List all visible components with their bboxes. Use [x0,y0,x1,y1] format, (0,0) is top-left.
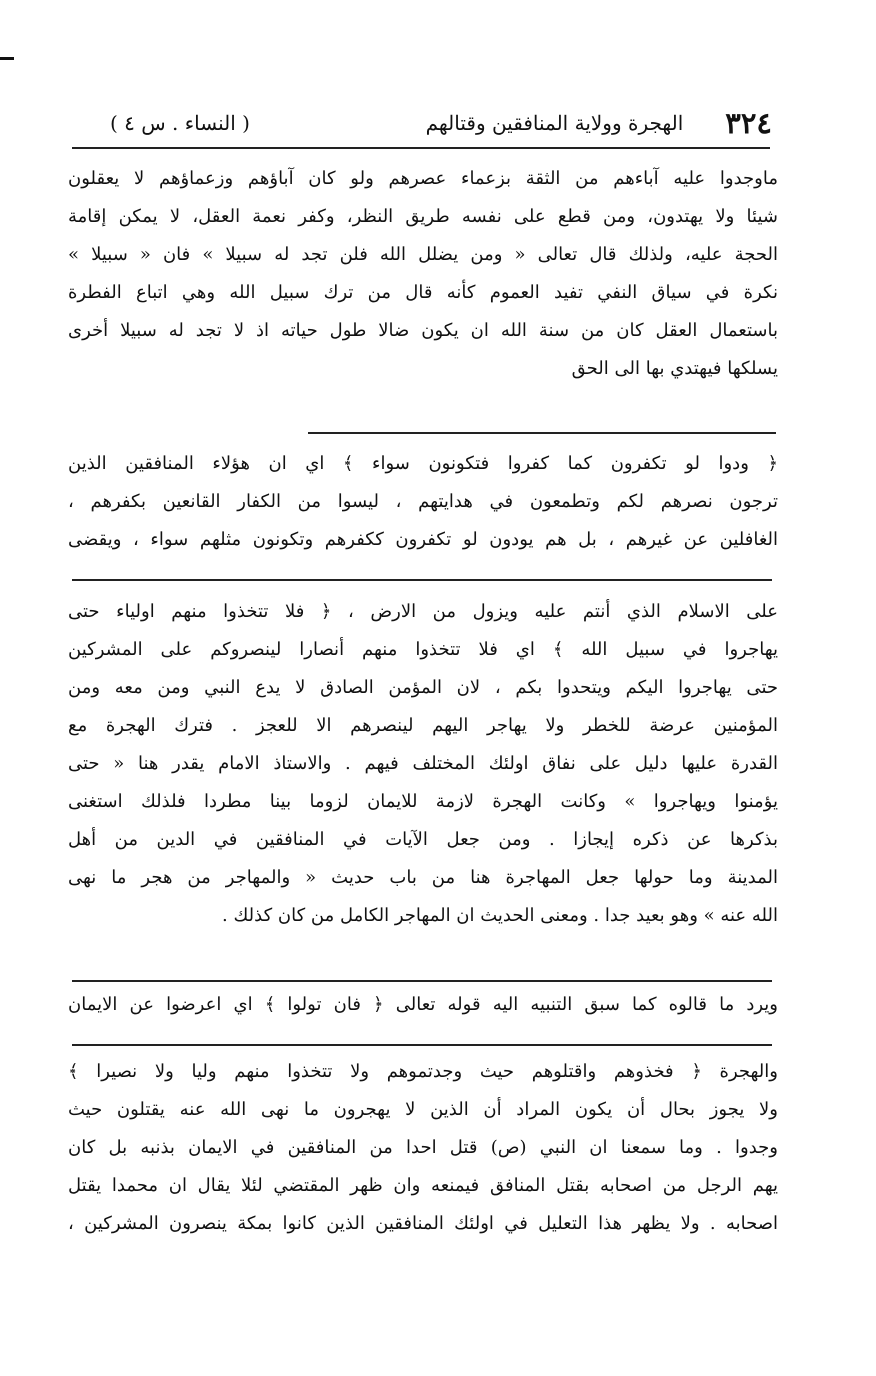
text-line: اصحابه . ولا يظهر هذا التعليل في اولئك المنافقين الذين كانوا بمكة ينصرون المشركين ، [68,1213,778,1234]
page-number: ٣٢٤ [725,106,772,140]
text-line: يهم الرجل من اصحابه بقتل المنافق فيمنعه وان ظهر المقتضي لئلا يقال ان محمدا يقتل [68,1175,778,1196]
surah-reference: ( النساء . س ٤ ) [110,111,250,135]
page-edge-mark [0,57,14,60]
header-rule [72,147,770,149]
text-line: يهاجروا في سبيل الله ﴾ اي فلا تتخذوا منهم أنصارا لينصروكم على المشركين [68,639,778,660]
text-line: شيئا ولا يهتدون، ومن قطع على نفسه طريق النظر، وكفر نعمة العقل، لا يمكن إقامة [68,206,778,227]
text-line: وجدوا . وما سمعنا ان النبي (ص) قتل احدا من المنافقين في الايمان بذنبه بل كان [68,1137,778,1158]
text-line: يؤمنوا ويهاجروا » وكانت الهجرة لازمة للايمان لزوما بينا مطردا فلذلك استغنى [68,791,778,812]
section-divider [308,432,776,434]
section-divider [72,980,772,982]
text-line: على الاسلام الذي أنتم عليه ويزول من الارض ، ﴿ فلا تتخذوا منهم اولياء حتى [68,601,778,622]
text-line: ﴿ ودوا لو تكفرون كما كفروا فتكونون سواء ﴾ اي ان هؤلاء المنافقين الذين [68,453,778,474]
text-line: المدينة وما حولها جعل المهاجرة هنا من باب حديث « والمهاجر من هجر ما نهى [68,867,778,888]
paragraph-5 [68,1053,778,1243]
text-line: باستعمال العقل كان من سنة الله ان يكون ضالا طول حياته اذ لا تجد له سبيلا أخرى [68,320,778,341]
text-line: الحجة عليه، ولذلك قال تعالى « ومن يضلل الله فلن تجد له سبيلا » فان « سبيلا » [68,244,778,265]
text-line: والهجرة ﴿ فخذوهم واقتلوهم حيث وجدتموهم ولا تتخذوا منهم وليا ولا نصيرا ﴾ [68,1061,778,1082]
text-line: ويرد ما قالوه كما سبق التنبيه اليه قوله تعالى ﴿ فان تولوا ﴾ اي اعرضوا عن الايمان [68,994,778,1015]
running-title: الهجرة وولاية المنافقين وقتالهم [425,111,684,135]
text-line: ولا يجوز بحال أن يكون المراد أن الذين لا يهجرون ما نهى الله عنه يقتلون حيث [68,1099,778,1120]
text-line: ترجون نصرهم لكم وتطمعون في هدايتهم ، ليسوا من الكفار القانعين بكفرهم ، [68,491,778,512]
page-header [110,103,772,143]
text-line: بذكرها عن ذكره إيجازا . ومن جعل الآيات في المنافقين في الدين من أهل [68,829,778,850]
paragraph-1 [68,160,778,388]
text-line: نكرة في سياق النفي تفيد العموم كأنه قال من ترك سبيل الله وهي اتباع الفطرة [68,282,778,303]
paragraph-3 [68,593,778,935]
paragraph-2 [68,445,778,559]
section-divider [72,579,772,581]
text-line: ماوجدوا عليه آباءهم من الثقة بزعماء عصرهم ولو كان آباؤهم وزعماؤهم لا يعقلون [68,168,778,189]
paragraph-4 [68,986,778,1024]
text-line: حتى يهاجروا اليكم ويتحدوا بكم ، لان المؤمن الصادق لا يدع النبي ومن معه ومن [68,677,778,698]
text-line: الله عنه » وهو بعيد جدا . ومعنى الحديث ان المهاجر الكامل من كان كذلك . [222,905,778,926]
text-line: القدرة عليها دليل على نفاق اولئك المختلف فيهم . والاستاذ الامام يقدر هنا « حتى [68,753,778,774]
text-line: يسلكها فيهتدي بها الى الحق [571,358,778,379]
section-divider [72,1044,772,1046]
text-line: المؤمنين عرضة للخطر ولا يهاجر اليهم لينصرهم الا للعجز . فترك الهجرة مع [68,715,778,736]
text-line: الغافلين عن غيرهم ، بل هم يودون لو تكفرون ككفرهم وتكونون مثلهم سواء ، ويقضى [68,529,778,550]
